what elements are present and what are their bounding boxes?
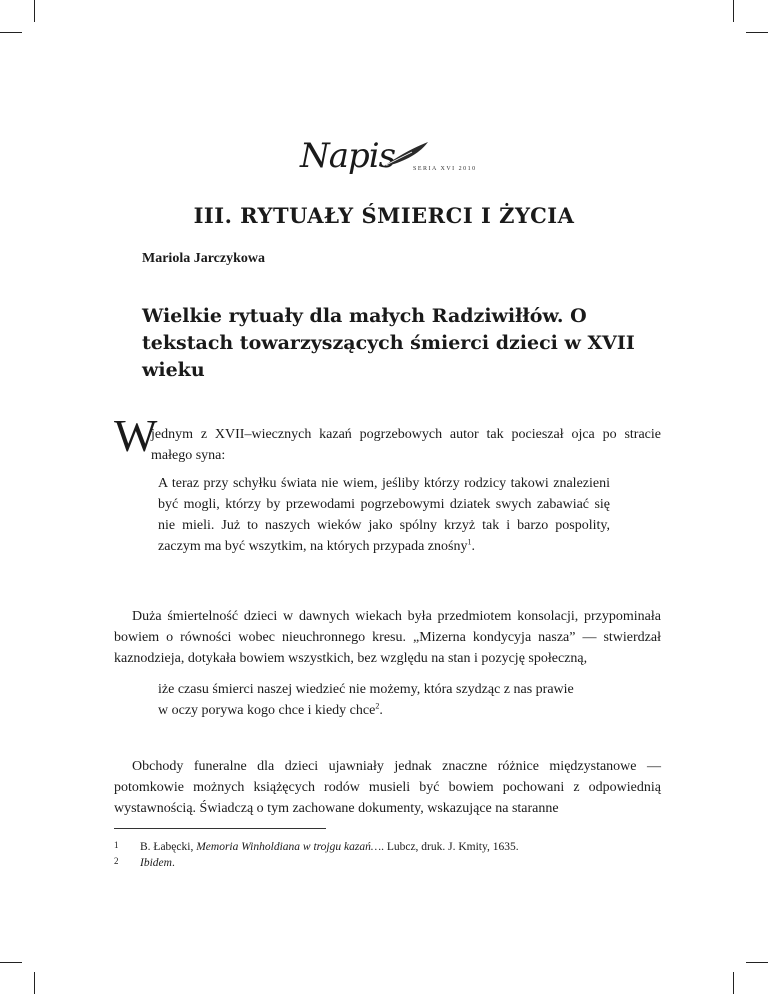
section-title: III. RYTUAŁY ŚMIERCI I ŻYCIA xyxy=(193,203,575,228)
lead-paragraph: jednym z XVII–wiecznych kazań pogrzebowych autor tak pocieszał ojca po stracie małego syna: xyxy=(151,427,661,463)
crop-mark xyxy=(746,962,768,963)
footnote-number: 1 xyxy=(114,840,119,850)
crop-mark xyxy=(733,0,734,22)
quote-line xyxy=(158,700,628,721)
author-name: Mariola Jarczykowa xyxy=(142,251,265,266)
quote-end: . xyxy=(471,539,475,554)
crop-mark xyxy=(733,972,734,994)
drop-cap: W xyxy=(114,410,158,461)
body-paragraph: Obchody funeralne dla dzieci ujawniały jednak znaczne różnice międzystanowe — potomkowie możnych książęcych rodów musieli być bowiem pochowani z odpowiednią wystawnością. Świadczą o tym zachowane dokumenty, wskazujące na staranne xyxy=(114,759,661,816)
quote-text: w oczy porywa kogo chce i kiedy chce xyxy=(158,703,376,718)
crop-mark xyxy=(0,962,22,963)
footnote-text: B. Łabęcki, xyxy=(140,841,197,853)
body-paragraph: Duża śmiertelność dzieci w dawnych wiekach była przedmiotem konsolacji, przypominała bowiem o równości wobec nieuchronnego kresu. „Mizerna kondycyja nasza” — stwierdzał kaznodzieja, dotykała bowiem wszystkich, bez względu na stan i pozycję społeczną, xyxy=(114,609,661,666)
series-label: SERIA XVI 2010 xyxy=(413,166,477,172)
quote-end: . xyxy=(379,703,383,718)
quote-text: A teraz przy schyłku świata nie wiem, jeśliby którzy rodzicy takowi znalezieni być mogli, którzy by przewodami pogrzebowymi dziatek swych zabawiać się nie mieli. Już to naszych wieków jako spólny krzyż tak i barzo pospolity, zaczym ma być wszytkim, na których przypada znośny xyxy=(158,476,610,554)
footnote-text: . xyxy=(171,857,175,869)
footnote-text: . Lubcz, druk. J. Kmity, 1635. xyxy=(381,841,519,853)
crop-mark xyxy=(34,0,35,22)
block-quote xyxy=(158,679,628,721)
quote-line: iże czasu śmierci naszej wiedzieć nie możemy, która szydząc z nas prawie xyxy=(158,682,574,697)
footnote-ref[interactable]: 2 xyxy=(375,701,380,711)
footnote-title: Memoria Winholdiana w trojgu kazań… xyxy=(196,841,382,853)
crop-mark xyxy=(34,972,35,994)
block-quote xyxy=(158,473,610,557)
footnote-number: 2 xyxy=(114,856,119,866)
footnote-title: Ibidem xyxy=(140,857,172,869)
article-title: Wielkie rytuały dla małych Radziwiłłów. O tekstach towarzyszących śmierci dzieci w XVII wieku xyxy=(142,305,635,381)
footnote xyxy=(114,853,175,871)
footnote-divider xyxy=(114,828,326,829)
crop-mark xyxy=(0,32,22,33)
journal-logo: Napis xyxy=(300,136,396,176)
quill-pen-icon xyxy=(382,140,432,168)
footnote-ref[interactable]: 1 xyxy=(467,537,472,547)
crop-mark xyxy=(746,32,768,33)
